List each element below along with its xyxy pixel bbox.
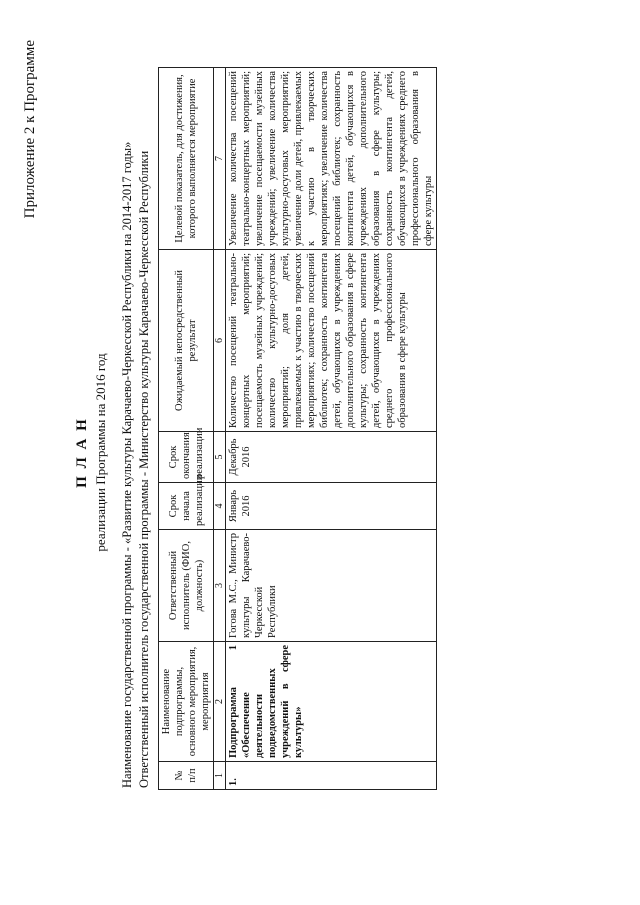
target-indicator: Увеличение количества посещений театрально-концертных мероприятий; увеличение посещаемости музейных учреждений; увеличение количества культурно-досуговых мероприятий; увеличение доли детей, привлекаемых к участию в творческих мероприятиях; увеличение количества посещений библиотек; сохранность контингента детей, обучающихся в учреждениях дополнительного образования в сфере культуры; сохранность контингента детей, обучающихся в учреждениях среднего профессионального образования в сфере культуры: [226, 68, 437, 250]
responsible-executor: Гогова М.С., Министр культуры Карачаево-Черкесской Республики: [226, 530, 437, 642]
program-name-line: Наименование государственной программы - «Развитие культуры Карачаево-Черкесской Республики на 2014-2017 годы»: [120, 141, 134, 788]
plan-table: [158, 67, 437, 790]
header-end: Срок окончания реализации: [159, 432, 214, 483]
header-indicator: Целевой показатель, для достижения, которого выполняется мероприятие: [159, 68, 214, 250]
column-number: 4: [214, 483, 226, 530]
header-result: Ожидаемый непосредственный результат: [159, 250, 214, 432]
expected-result: Количество посещений театрально-концертных мероприятий; посещаемость музейных учреждений; количество культурно-досуговых мероприятий; доля детей, привлекаемых к участию в творческих мероприятиях; количество посещений библиотек; сохранность контингента детей, обучающихся в учреждениях дополнительного образования в сфере культуры; сохранность контингента детей, обучающихся в учреждениях среднего профессионального образования в сфере культуры: [226, 250, 437, 432]
responsible-executor-line: Ответственный исполнитель государственной программы - Министерство культуры Карачаево-Черкесской Республики: [137, 150, 151, 788]
header-executor: Ответственный исполнитель (ФИО, должность): [159, 530, 214, 642]
row-number: 1.: [226, 762, 437, 790]
header-num: № п/п: [159, 762, 214, 790]
column-number: 3: [214, 530, 226, 642]
column-number: 2: [214, 642, 226, 762]
column-number: 7: [214, 68, 226, 250]
table-header-row: [159, 68, 214, 790]
header-start: Срок начала реализации: [159, 483, 214, 530]
table-row: [226, 68, 437, 790]
start-date: Январь 2016: [226, 483, 437, 530]
column-number: 5: [214, 432, 226, 483]
plan-title: П Л А Н: [74, 417, 90, 488]
end-date: Декабрь 2016: [226, 432, 437, 483]
header-name: Наименование подпрограммы, основного мероприятия, мероприятия: [159, 642, 214, 762]
column-number-row: [214, 68, 226, 790]
subprogram-name: Подпрограмма 1 «Обеспечение деятельности подведомственных учреждений в сфере культуры»: [226, 642, 437, 762]
plan-subtitle: реализации Программы на 2016 год: [93, 353, 108, 552]
column-number: 1: [214, 762, 226, 790]
appendix-label: Приложение 2 к Программе: [22, 40, 38, 219]
column-number: 6: [214, 250, 226, 432]
